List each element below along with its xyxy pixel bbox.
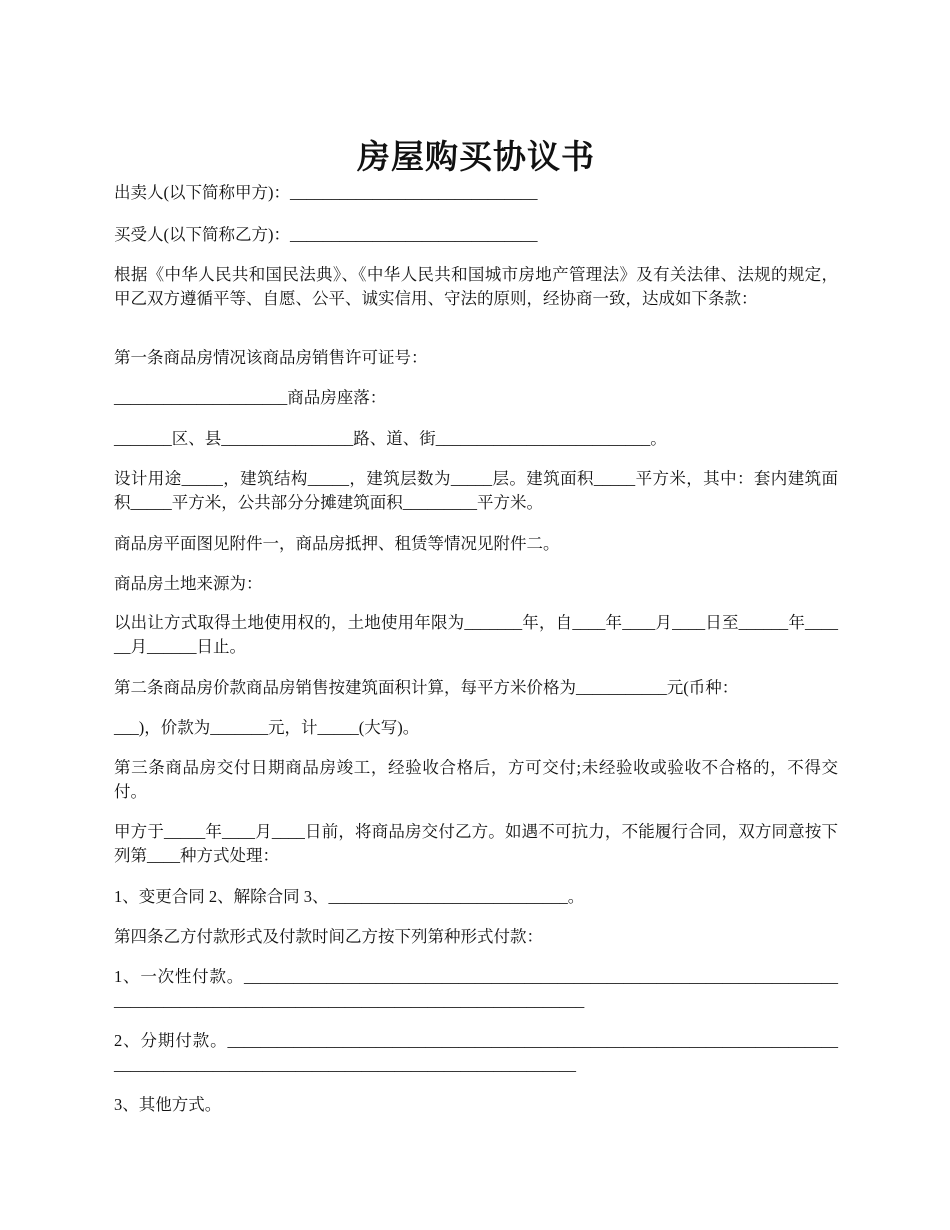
paragraph-article-1: 第一条商品房情况该商品房销售许可证号： [114, 348, 428, 367]
paragraph-location: _____________________商品房座落： [114, 388, 387, 407]
paragraph-attachments: 商品房平面图见附件一，商品房抵押、租赁等情况见附件二。 [114, 534, 560, 553]
paragraph-other: 3、其他方式。 [114, 1095, 222, 1114]
paragraph-lump-sum: 1、一次性付款。_________________________________________________________________________________________________________________________________ [114, 967, 838, 1010]
paragraph-preamble: 根据《中华人民共和国民法典》、《中华人民共和国城市房地产管理法》及有关法律、法规的规定，甲乙双方遵循平等、自愿、公平、诚实信用、守法的原则，经协商一致，达成如下条款： [114, 265, 838, 308]
paragraph-price: ___)，价款为_______元，计_____(大写)。 [114, 718, 420, 737]
paragraph-delivery: 甲方于_____年____月____日前，将商品房交付乙方。如遇不可抗力，不能履行合同，双方同意按下列第____种方式处理： [114, 822, 838, 865]
paragraph-article-3: 第三条商品房交付日期商品房竣工，经验收合格后，方可交付;未经验收或验收不合格的，不得交付。 [114, 758, 838, 801]
paragraph-buyer: 买受人(以下简称乙方)：______________________________ [114, 225, 538, 244]
paragraph-design: 设计用途_____，建筑结构_____，建筑层数为_____层。建筑面积_____平方米，其中：套内建筑面积_____平方米，公共部分分摊建筑面积_________平方米。 [114, 469, 838, 512]
paragraph-seller: 出卖人(以下简称甲方)：______________________________ [114, 183, 538, 202]
paragraph-land-source: 商品房土地来源为： [114, 574, 263, 593]
paragraph-article-4: 第四条乙方付款形式及付款时间乙方按下列第种形式付款： [114, 927, 543, 946]
paragraph-installment: 2、分期付款。__________________________________________________________________________________________________________________________________ [114, 1031, 838, 1074]
paragraph-land-term: 以出让方式取得土地使用权的，土地使用年限为_______年，自____年____月____日至______年______月______日止。 [114, 613, 839, 656]
paragraph-options: 1、变更合同 2、解除合同 3、_____________________________。 [114, 887, 585, 906]
paragraph-article-2: 第二条商品房价款商品房销售按建筑面积计算，每平方米价格为___________元(币种： [114, 678, 739, 697]
document-title: 房屋购买协议书 [357, 140, 595, 177]
paragraph-address: _______区、县________________路、道、街__________________________。 [114, 429, 667, 448]
